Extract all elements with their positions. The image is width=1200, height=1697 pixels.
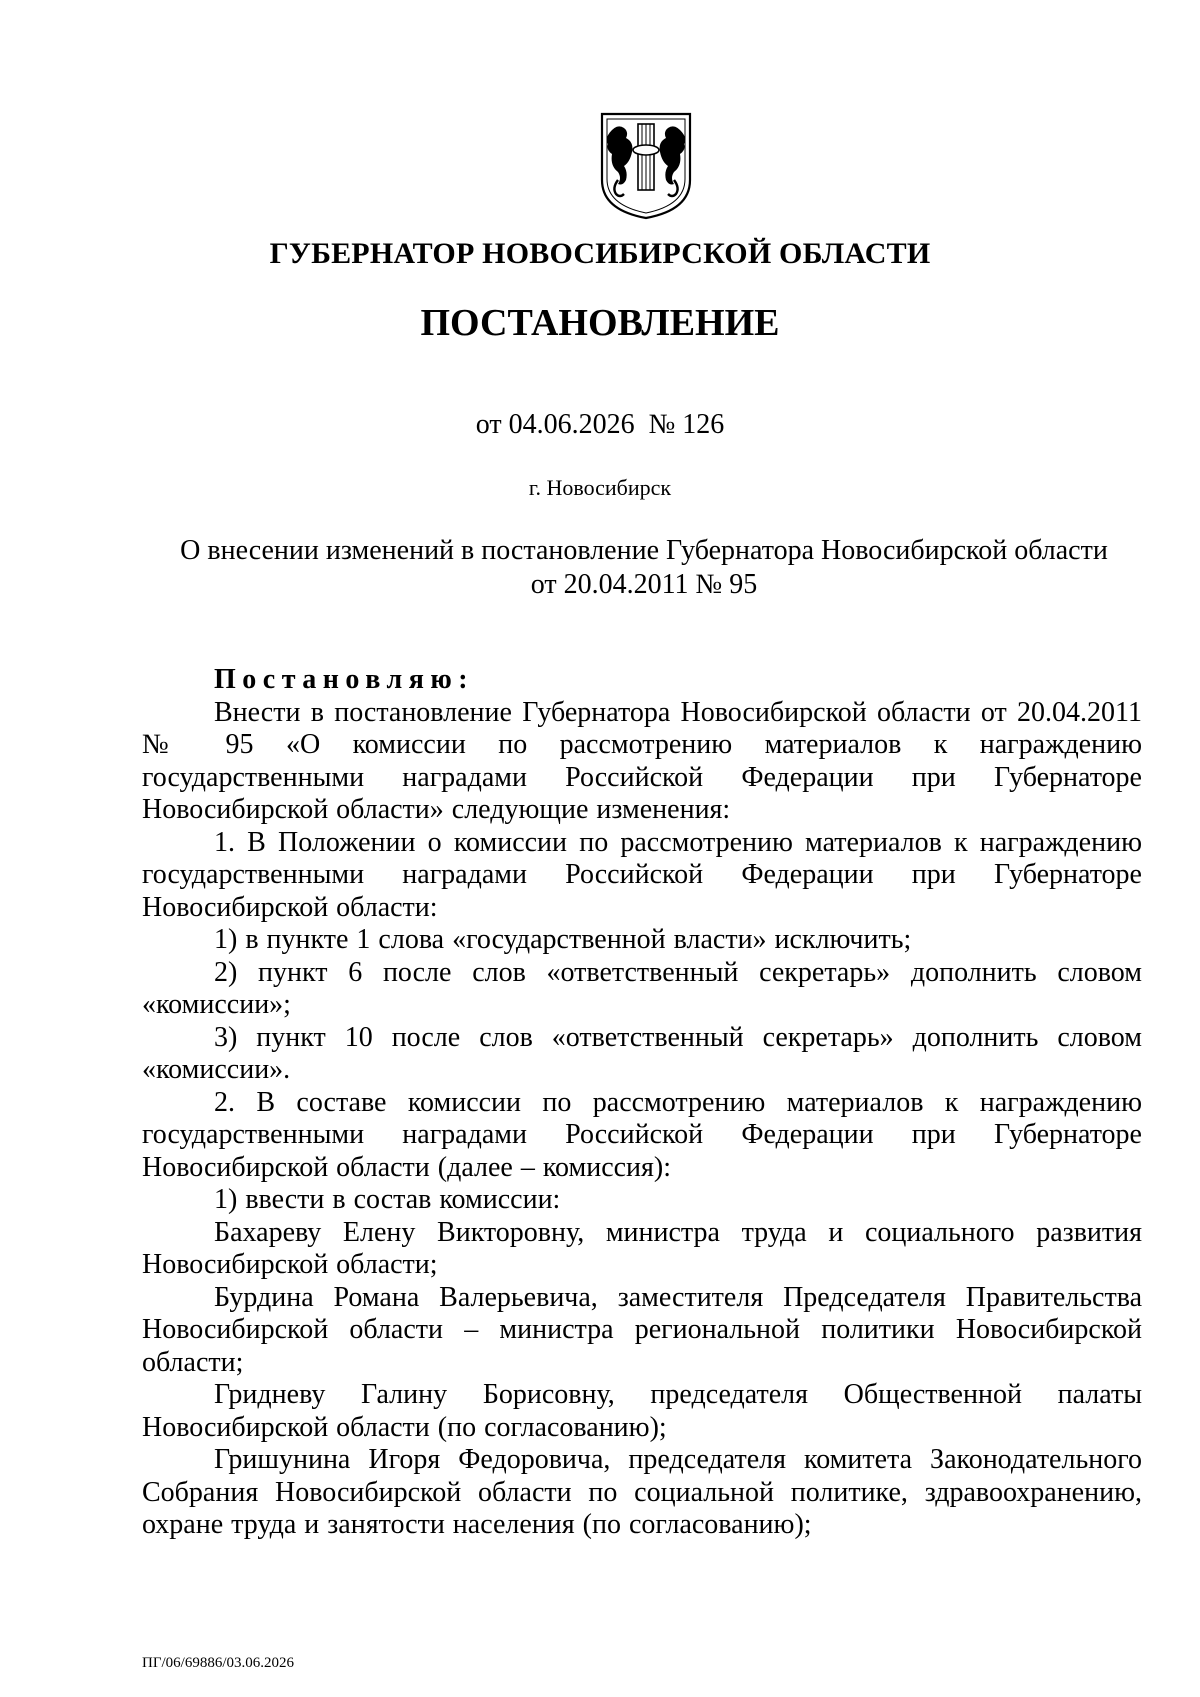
document-city: г. Новосибирск <box>528 475 672 500</box>
body-paragraph: 1) в пункте 1 слова «государственной власти» исключить; <box>214 924 912 955</box>
document-subject: О внесении изменений в постановление Губернатора Новосибирской области от 20.04.2011 № 95 <box>180 535 1108 600</box>
decree-colon: : <box>458 664 468 695</box>
body-paragraph: Внести в постановление Губернатора Новосибирской области от 20.04.2011 № 95 «О комиссии по рассмотрению материалов к награждению государственными наградами Российской Федерации при Губернаторе Новосибирской области» следующие изменения: <box>142 696 1142 825</box>
body-paragraph: Бахареву Елену Викторовну, министра труда и социального развития Новосибирской области; <box>142 1216 1142 1280</box>
body-paragraph: Гридневу Галину Борисовну, председателя Общественной палаты Новосибирской области (по согласованию); <box>142 1379 1142 1443</box>
decree-heading <box>142 664 1142 697</box>
document-body <box>142 664 1142 1542</box>
body-paragraph: 1) ввести в состав комиссии: <box>214 1184 561 1215</box>
body-paragraph: Гришунина Игоря Федоровича, председателя комитета Законодательного Собрания Новосибирской области по социальной политике, здравоохранению, охране труда и занятости населения (по согласованию); <box>142 1444 1142 1540</box>
document-date-number: от 04.06.2026 № 126 <box>475 409 725 440</box>
body-paragraph: 2) пункт 6 после слов «ответственный секретарь» дополнить словом «комиссии»; <box>142 956 1142 1020</box>
decree-word: Постановляю <box>214 664 459 695</box>
body-paragraph: 3) пункт 10 после слов «ответственный секретарь» дополнить словом «комиссии». <box>142 1021 1142 1085</box>
body-paragraph: 1. В Положении о комиссии по рассмотрению материалов к награждению государственными наградами Российской Федерации при Губернаторе Новосибирской области: <box>142 826 1142 923</box>
body-paragraph: 2. В составе комиссии по рассмотрению материалов к награждению государственными наградами Российской Федерации при Губернаторе Новосибирской области (далее – комиссия): <box>142 1086 1142 1183</box>
issuing-authority: ГУБЕРНАТОР НОВОСИБИРСКОЙ ОБЛАСТИ <box>269 237 931 270</box>
coat-of-arms-icon <box>598 110 694 220</box>
body-paragraph: Бурдина Романа Валерьевича, заместителя Председателя Правительства Новосибирской области – министра региональной политики Новосибирской области; <box>142 1281 1142 1378</box>
document-registration-code: ПГ/06/69886/03.06.2026 <box>142 1655 295 1671</box>
document-type: ПОСТАНОВЛЕНИЕ <box>420 302 780 344</box>
